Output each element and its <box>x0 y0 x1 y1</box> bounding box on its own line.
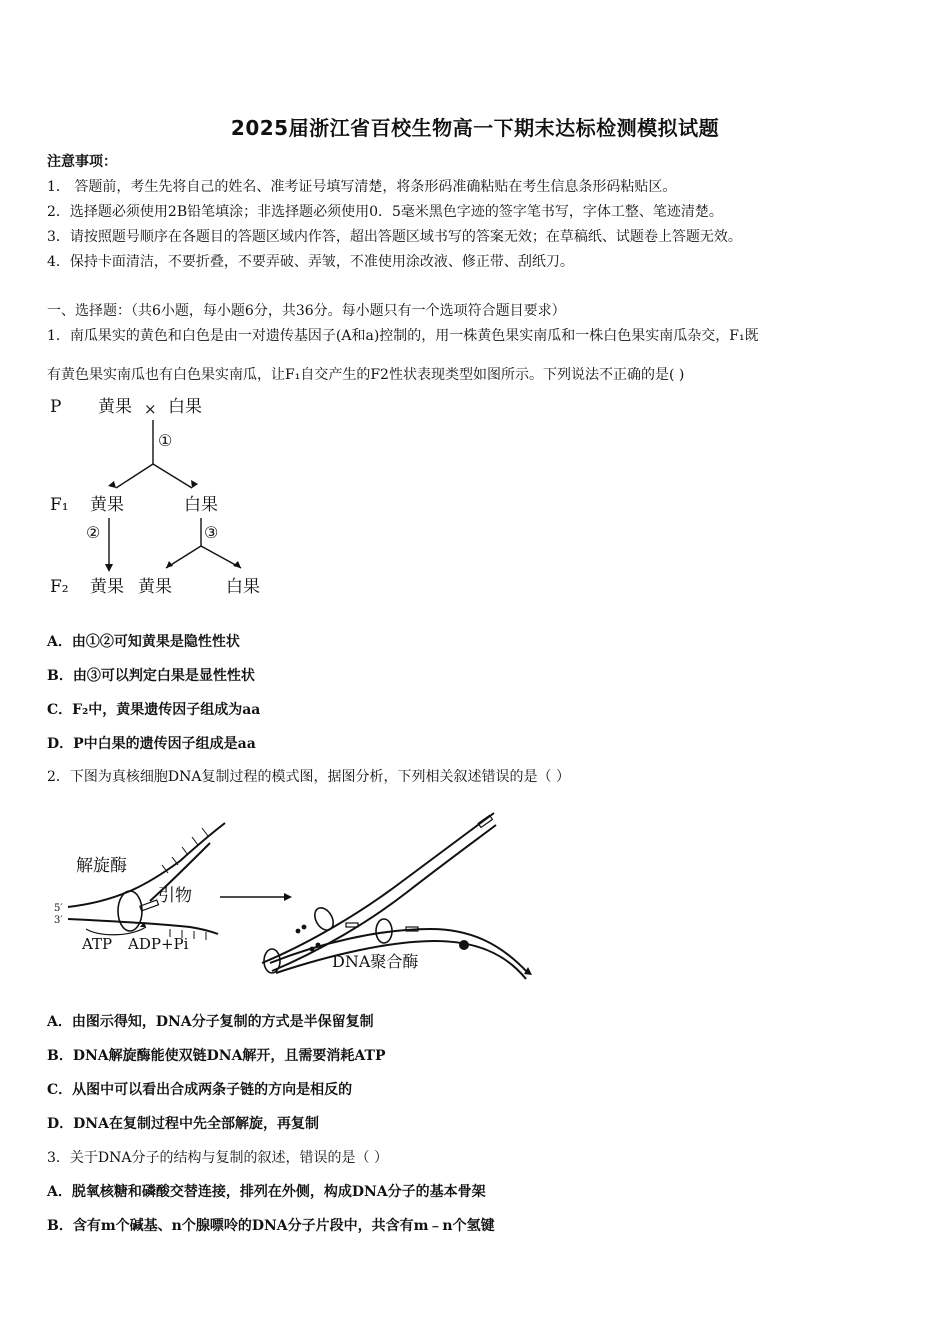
pedigree-arrowheads <box>105 480 241 572</box>
label-f2: F₂ <box>50 577 69 597</box>
right-primer-1 <box>478 815 492 827</box>
pedigree-lines <box>109 420 241 568</box>
label-p-yellow: 黄果 <box>98 397 132 417</box>
label-helicase: 解旋酶 <box>76 856 127 876</box>
label-step-3: ③ <box>204 523 219 542</box>
label-step-1: ① <box>158 431 173 450</box>
label-p-white: 白果 <box>168 397 202 417</box>
label-3-prime: 3′ <box>54 915 63 926</box>
label-primer: 引物 <box>158 886 192 906</box>
question-2-stem: 2．下图为真核细胞DNA复制过程的模式图，据图分析，下列相关叙述错误的是（ ） <box>47 769 570 785</box>
label-f2-white: 白果 <box>226 577 260 597</box>
q2-option-d[interactable]: D．DNA在复制过程中先全部解旋，再复制 <box>47 1116 319 1132</box>
page-title: 2025届浙江省百校生物高一下期末达标检测模拟试题 <box>230 116 720 140</box>
transition-arrowhead <box>284 893 292 901</box>
q1-option-c[interactable]: C．F₂中，黄果遗传因子组成为aa <box>47 702 261 718</box>
q2-option-b[interactable]: B．DNA解旋酶能使双链DNA解开，且需要消耗ATP <box>47 1048 386 1064</box>
notice-item: 1． 答题前，考生先将自己的姓名、准考证号填写清楚，将条形码准确粘贴在考生信息条形码粘贴区。 <box>47 179 677 195</box>
section-heading: 一、选择题：（共6小题，每小题6分，共36分。每小题只有一个选项符合题目要求） <box>47 303 566 319</box>
notice-heading: 注意事项： <box>47 154 117 170</box>
polymerase-dot <box>459 940 469 950</box>
q3-option-b[interactable]: B．含有m个碱基、n个腺嘌呤的DNA分子片段中，共含有m﹣n个氢键 <box>47 1218 495 1234</box>
q2-option-a[interactable]: A．由图示得知，DNA分子复制的方式是半保留复制 <box>47 1014 374 1030</box>
polymerase-upper <box>311 905 337 934</box>
label-adp: ADP+Pi <box>128 935 189 953</box>
question-3-stem: 3．关于DNA分子的结构与复制的叙述，错误的是（ ） <box>47 1150 388 1166</box>
notice-item: 4．保持卡面清洁，不要折叠，不要弄破、弄皱，不准使用涂改液、修正带、刮纸刀。 <box>47 254 574 270</box>
q3-option-a[interactable]: A．脱氧核糖和磷酸交替连接，排列在外侧，构成DNA分子的基本骨架 <box>47 1184 486 1200</box>
label-p: P <box>50 397 62 417</box>
label-dna-polymerase: DNA聚合酶 <box>332 952 419 971</box>
q2-option-c[interactable]: C．从图中可以看出合成两条子链的方向是相反的 <box>47 1082 353 1098</box>
label-cross: × <box>144 400 157 418</box>
label-step-2: ② <box>86 523 101 542</box>
q1-inheritance-diagram <box>46 392 286 607</box>
label-f2-yellow-2: 黄果 <box>138 577 172 597</box>
label-f1-white: 白果 <box>184 495 218 515</box>
question-1-stem: 1．南瓜果实的黄色和白色是由一对遗传基因子(A和a)控制的，用一株黄色果实南瓜和一株白色果实南瓜杂交，F₁既 <box>47 328 759 344</box>
helicase-shape <box>118 891 142 931</box>
left-panel-strands <box>68 823 225 934</box>
right-primer-2 <box>346 923 358 927</box>
label-f2-yellow-1: 黄果 <box>90 577 124 597</box>
q1-option-d[interactable]: D．P中白果的遗传因子组成是aa <box>47 736 256 752</box>
question-1-stem-continued: 有黄色果实南瓜也有白色果实南瓜，让F₁自交产生的F2性状表现类型如图所示。下列说法不正确的是( ) <box>47 367 685 383</box>
q2-dna-replication-diagram <box>50 803 540 988</box>
notice-item: 2．选择题必须使用2B铅笔填涂；非选择题必须使用0．5毫米黑色字迹的签字笔书写，字体工整、笔迹清楚。 <box>47 204 723 220</box>
label-f1: F₁ <box>50 495 69 515</box>
label-f1-yellow: 黄果 <box>90 495 124 515</box>
q1-option-a[interactable]: A．由①②可知黄果是隐性性状 <box>47 634 240 650</box>
label-atp: ATP <box>82 935 113 953</box>
q1-option-b[interactable]: B．由③可以判定白果是显性性状 <box>47 668 255 684</box>
label-5-prime: 5′ <box>54 903 63 914</box>
notice-item: 3．请按照题号顺序在各题目的答题区域内作答，超出答题区域书写的答案无效；在草稿纸、试题卷上答题无效。 <box>47 229 742 245</box>
